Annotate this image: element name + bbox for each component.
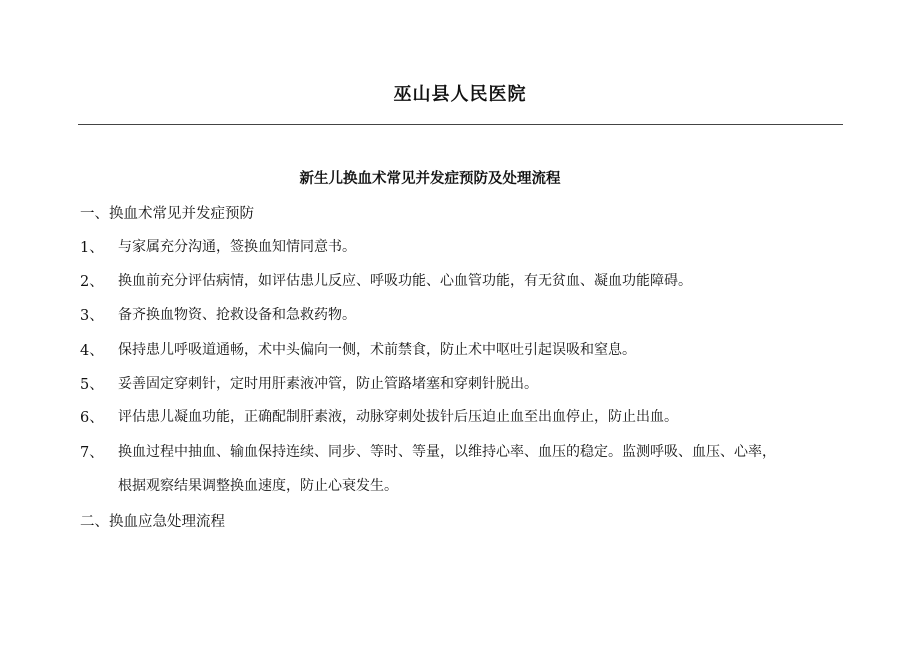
list-item-text: 评估患儿凝血功能，正确配制肝素液，动脉穿刺处拔针后压迫止血至出血停止，防止出血。: [118, 409, 678, 425]
list-item-text: 妥善固定穿刺针，定时用肝素液冲管，防止管路堵塞和穿刺针脱出。: [118, 376, 538, 392]
list-item-number: 6、: [80, 410, 104, 426]
hospital-name-header: 巫山县人民医院: [393, 84, 527, 105]
list-item-text: 备齐换血物资、抢救设备和急救药物。: [118, 307, 356, 323]
list-item-number: 7、: [80, 445, 104, 461]
list-item-number: 1、: [80, 240, 104, 256]
list-item-number: 3、: [80, 308, 104, 324]
list-item-text: 换血过程中抽血、输血保持连续、同步、等时、等量，以维持心率、血压的稳定。监测呼吸、血压、心率，: [118, 444, 776, 460]
section-heading-prevention: 一、换血术常见并发症预防: [80, 206, 254, 222]
list-item-number: 5、: [80, 377, 104, 393]
section-heading-emergency: 二、换血应急处理流程: [80, 514, 225, 530]
list-item-text: 保持患儿呼吸道通畅，术中头偏向一侧，术前禁食，防止术中呕吐引起误吸和窒息。: [118, 342, 636, 358]
list-item-number: 4、: [80, 343, 104, 359]
list-item-text: 换血前充分评估病情，如评估患儿反应、呼吸功能、心血管功能，有无贫血、凝血功能障碍。: [118, 273, 692, 289]
list-item-text: 与家属充分沟通，签换血知情同意书。: [118, 239, 356, 255]
list-item-continuation: 根据观察结果调整换血速度，防止心衰发生。: [118, 478, 398, 494]
list-item-number: 2、: [80, 274, 104, 290]
document-title: 新生儿换血术常见并发症预防及处理流程: [299, 171, 561, 187]
header-divider: [78, 124, 843, 125]
